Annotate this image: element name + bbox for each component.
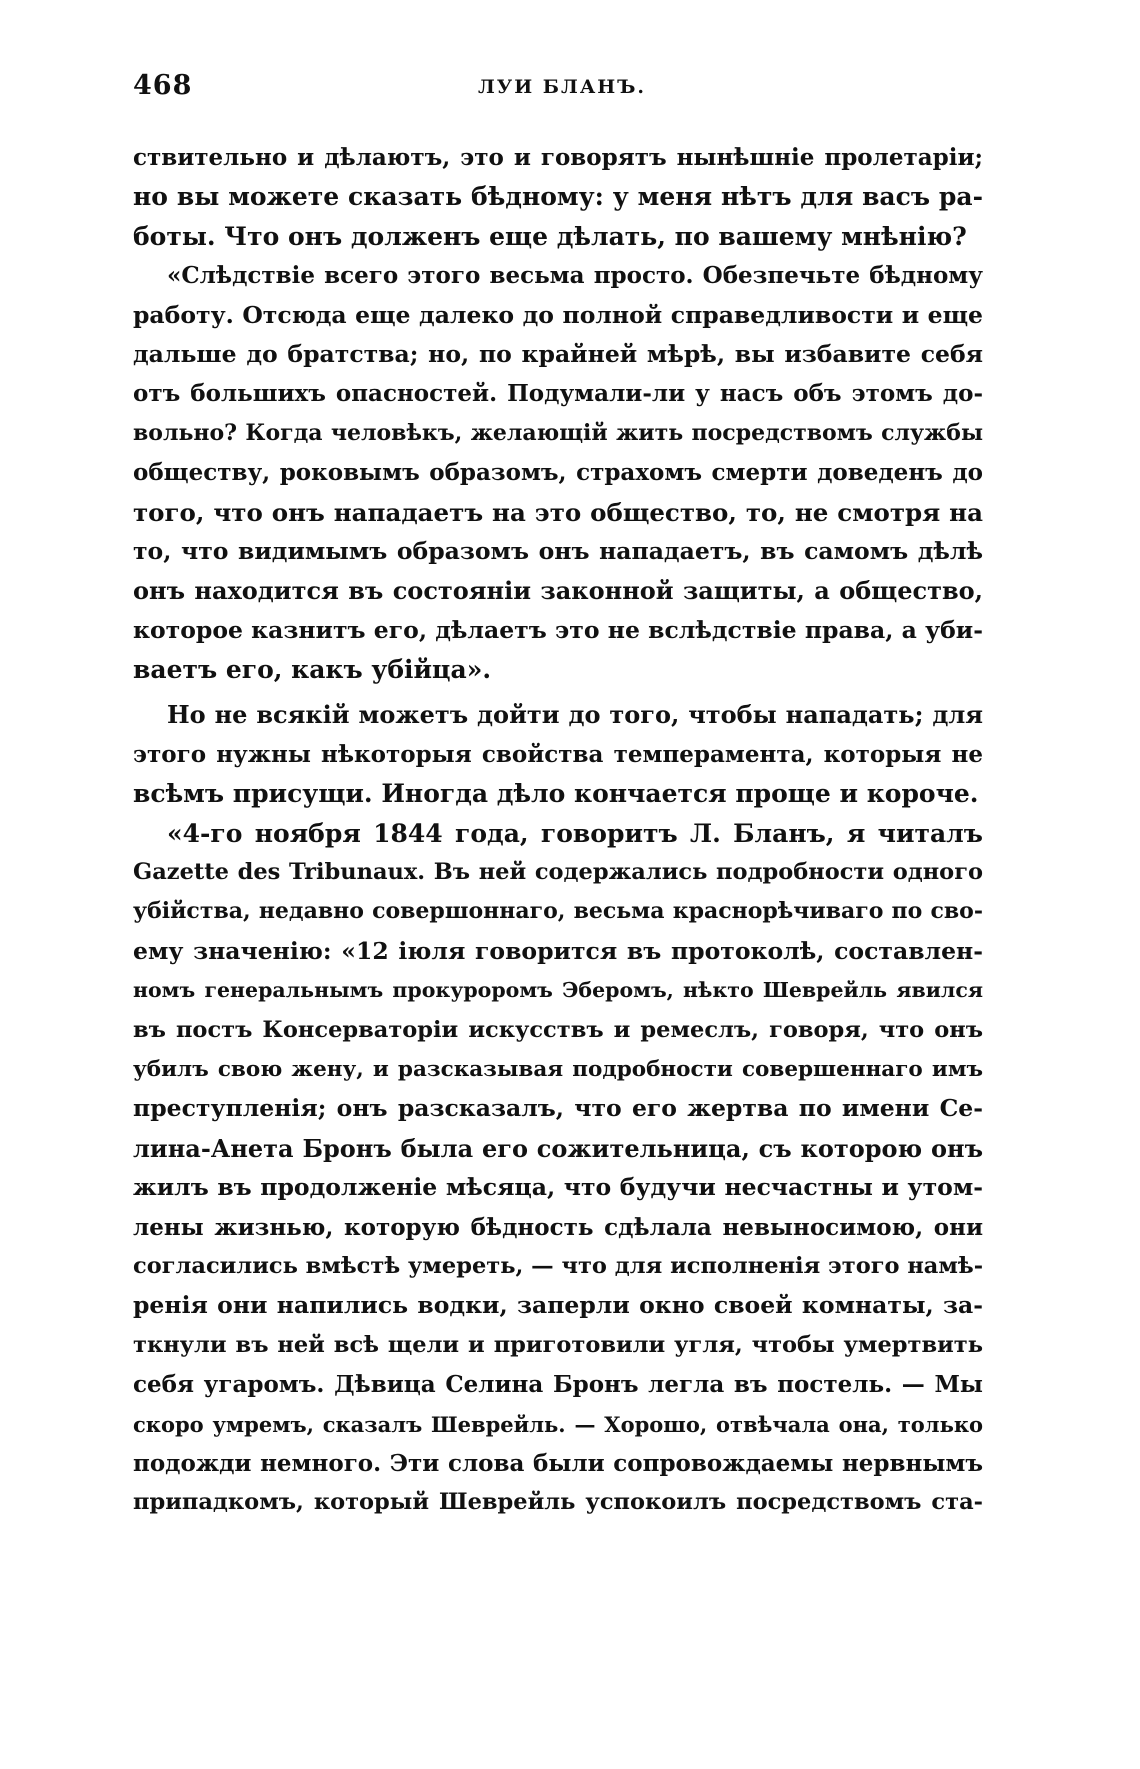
text-line: боты. Что онъ долженъ еще дѣлать, по вашему мнѣнію? (133, 221, 967, 251)
text-line: которое казнитъ его, дѣлаетъ это не вслѣдствіе права, а уби- (133, 615, 983, 644)
text-line: Но не всякій можетъ дойти до того, чтобы нападать; для (167, 700, 983, 730)
page-number: 468 (133, 70, 193, 101)
text-line: согласились вмѣстѣ умереть, — что для исполненія этого намѣ- (133, 1252, 983, 1279)
text-line: отъ большихъ опасностей. Подумали-ли у насъ объ этомъ до- (133, 380, 983, 408)
text-line: то, что видимымъ образомъ онъ нападаетъ, въ самомъ дѣлѣ (133, 536, 983, 565)
text-line: всѣмъ присущи. Иногда дѣло кончается проще и короче. (133, 779, 979, 809)
running-title: ЛУИ БЛАНЪ. (478, 76, 647, 98)
text-line: но вы можете сказать бѣдному: у меня нѣтъ для васъ ра- (133, 182, 983, 212)
text-line: номъ генеральнымъ прокуроромъ Эберомъ, нѣкто Шеврейль явился (133, 978, 983, 1003)
text-line: ткнули въ ней всѣ щели и приготовили угля, чтобы умертвить (133, 1331, 983, 1358)
text-line: въ постъ Консерваторіи искусствъ и ремеслъ, говоря, что онъ (133, 1016, 983, 1043)
text-line: убилъ свою жену, и разсказывая подробности совершеннаго имъ (133, 1056, 983, 1082)
text-line: этого нужны нѣкоторыя свойства темперамента, которыя не (133, 740, 983, 768)
text-line: дальше до братства; но, по крайней мѣрѣ, вы избавите себя (133, 339, 983, 368)
text-line: ему значенію: «12 іюля говорится въ протоколѣ, составлен- (133, 936, 983, 965)
text-line: скоро умремъ, сказалъ Шеврейль. — Хорошо, отвѣчала она, только (133, 1411, 983, 1437)
text-line: «Слѣдствіе всего этого весьма просто. Обезпечьте бѣдному (167, 262, 983, 290)
text-line: вольно? Когда человѣкъ, желающій жить посредствомъ службы (133, 419, 983, 446)
text-line: Gazette des Tribunaux. Въ ней содержались подробности одного (133, 859, 983, 886)
text-line: убійства, недавно совершоннаго, весьма краснорѣчиваго по сво- (133, 898, 983, 925)
page-header (133, 70, 983, 110)
text-line: того, что онъ нападаетъ на это общество, то, не смотря на (133, 497, 983, 527)
text-line: себя угаромъ. Дѣвица Селина Бронъ легла въ постель. — Мы (133, 1371, 983, 1399)
text-line: работу. Отсюда еще далеко до полной справедливости и еще (133, 300, 983, 329)
text-line: ваетъ его, какъ убійца». (133, 655, 492, 685)
text-line: жилъ въ продолженіе мѣсяца, что будучи несчастны и утом- (133, 1173, 983, 1202)
text-line: ствительно и дѣлаютъ, это и говорятъ нынѣшніе пролетаріи; (133, 144, 983, 171)
body-text (133, 138, 983, 1523)
text-line: «4-го ноября 1844 года, говоритъ Л. Бланъ, я читалъ (167, 818, 983, 848)
text-line: преступленія; онъ разсказалъ, что его жертва по имени Се- (133, 1094, 983, 1123)
text-line: обществу, роковымъ образомъ, страхомъ смерти доведенъ до (133, 459, 983, 487)
text-line: лены жизнью, которую бѣдность сдѣлала невыносимою, они (133, 1213, 983, 1241)
text-line: онъ находится въ состояніи законной защиты, а общество, (133, 576, 983, 606)
text-line: подожди немного. Эти слова были сопровождаемы нервнымъ (133, 1449, 983, 1477)
text-line: припадкомъ, который Шеврейль успокоилъ посредствомъ ста- (133, 1489, 983, 1516)
text-line: лина-Анета Бронъ была его сожительница, съ которою онъ (133, 1133, 983, 1163)
text-line: ренія они напились водки, заперли окно своей комнаты, за- (133, 1291, 983, 1320)
